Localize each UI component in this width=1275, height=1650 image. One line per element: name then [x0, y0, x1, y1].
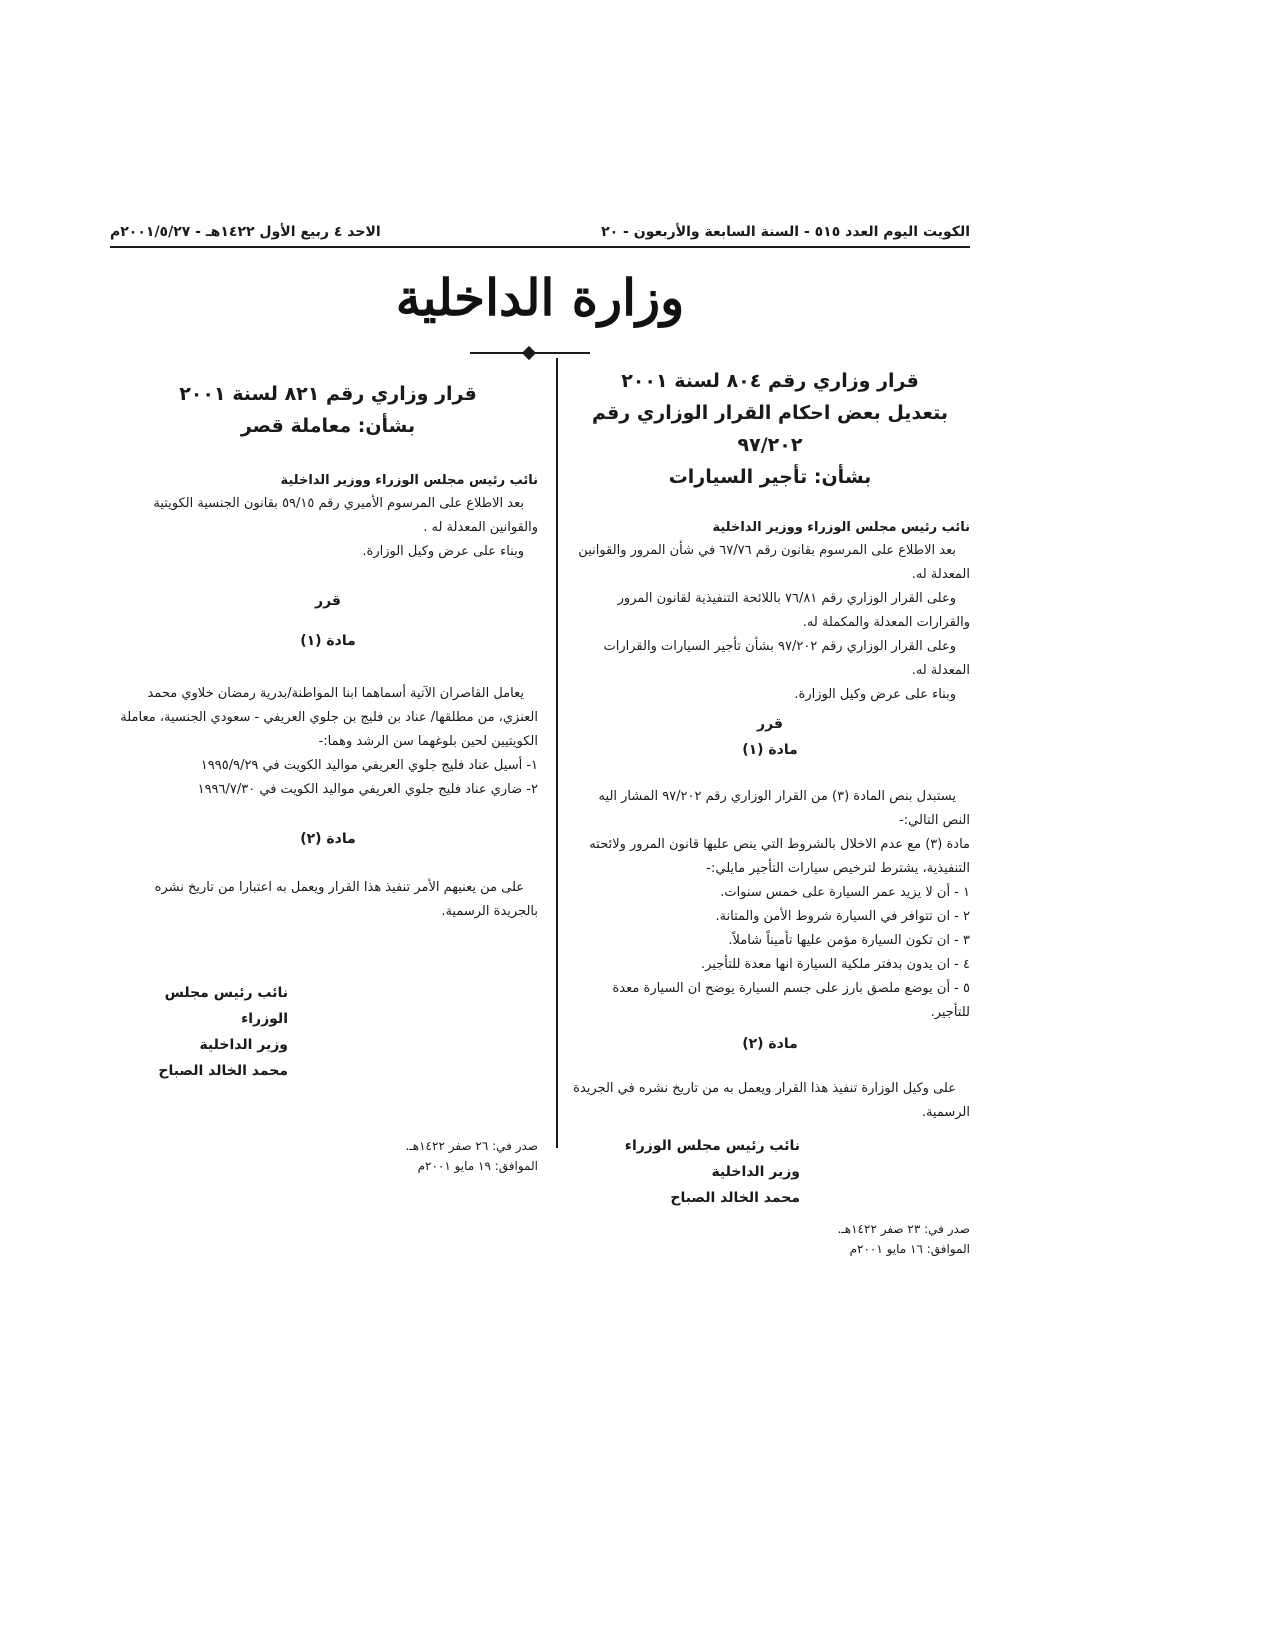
- decided-heading: قرر: [315, 593, 341, 609]
- recital: بعد الاطلاع على المرسوم الأميري رقم ٥٩/١٥ بقانون الجنسية الكويتية والقوانين المعدلة له .: [153, 496, 538, 535]
- decree-subject: بشأن: تأجير السيارات: [668, 466, 872, 488]
- corresponding-date: الموافق: ١٦ مايو ٢٠٠١م: [849, 1242, 970, 1256]
- decree-subtitle: بتعديل بعض احكام القرار الوزاري رقم ٩٧/٢٠٢: [591, 402, 949, 456]
- running-header: [110, 224, 970, 248]
- ministry-masthead: وزارة الداخلية: [395, 268, 685, 327]
- condition-item: ٥ - أن يوضع ملصق بارز على جسم السيارة يوضح ان السيارة معدة للتأجير.: [612, 981, 970, 1020]
- minor-name: ١- أسيل عناد فليج جلوي العريفي مواليد الكويت في ١٩٩٥/٩/٢٩: [200, 758, 538, 773]
- signature-name: محمد الخالد الصباح: [670, 1190, 800, 1206]
- column-divider: [556, 358, 558, 1148]
- article-heading: مادة (٢): [742, 1036, 798, 1052]
- signature-line: وزير الداخلية: [199, 1037, 288, 1053]
- signature-line: نائب رئيس مجلس الوزراء: [164, 985, 288, 1027]
- condition-item: ٢ - ان تتوافر في السيارة شروط الأمن والمتانة.: [715, 909, 970, 924]
- recital: وعلى القرار الوزاري رقم ٩٧/٢٠٢ بشأن تأجير السيارات والقرارات المعدلة له.: [603, 639, 970, 678]
- article-heading: مادة (١): [300, 633, 356, 649]
- issue-dates: [570, 1219, 970, 1259]
- article-text: على من يعنيهم الأمر تنفيذ هذا القرار ويعمل به اعتبارا من تاريخ نشره بالجريدة الرسمية.: [154, 880, 538, 919]
- recital: بعد الاطلاع على المرسوم بقانون رقم ٦٧/٧٦ في شأن المرور والقوانين المعدلة له.: [578, 543, 970, 582]
- issue-date: الاحد ٤ ربيع الأول ١٤٢٢هـ - ٢٠٠١/٥/٢٧م: [110, 224, 381, 240]
- minor-name: ٢- ضاري عناد فليج جلوي العريفي مواليد الكويت في ١٩٩٦/٧/٣٠: [197, 782, 538, 797]
- signature-block: [570, 1133, 800, 1211]
- decree-821: [118, 378, 538, 1176]
- article-text: مادة (٣) مع عدم الاخلال بالشروط التي ينص عليها قانون المرور ولائحته التنفيذية، يشترط لترخيص سيارات التأجير مايلي:-: [589, 837, 970, 876]
- issued-date: صدر في: ٢٦ صفر ١٤٢٢هـ.: [405, 1139, 538, 1153]
- article-text: على وكيل الوزارة تنفيذ هذا القرار ويعمل به من تاريخ نشره في الجريدة الرسمية.: [573, 1081, 970, 1120]
- decree-title: قرار وزاري رقم ٨٢١ لسنة ٢٠٠١: [179, 383, 477, 405]
- signature-line: نائب رئيس مجلس الوزراء: [624, 1138, 800, 1154]
- issue-dates: [118, 1136, 538, 1176]
- article-text: يستبدل بنص المادة (٣) من القرار الوزاري رقم ٩٧/٢٠٢ المشار اليه النص التالي:-: [598, 789, 970, 828]
- issued-date: صدر في: ٢٣ صفر ١٤٢٢هـ.: [837, 1222, 970, 1236]
- signature-name: محمد الخالد الصباح: [158, 1063, 288, 1079]
- recital: وبناء على عرض وكيل الوزارة.: [794, 687, 956, 702]
- decree-subject: بشأن: معاملة قصر: [240, 415, 416, 437]
- decree-title: قرار وزاري رقم ٨٠٤ لسنة ٢٠٠١: [621, 370, 919, 392]
- issuer: نائب رئيس مجلس الوزراء ووزير الداخلية: [280, 473, 538, 488]
- condition-item: ٤ - ان يدون بدفتر ملكية السيارة انها معدة للتأجير.: [701, 957, 970, 972]
- recital: وبناء على عرض وكيل الوزارة.: [362, 544, 524, 559]
- issue-info: الكويت اليوم العدد ٥١٥ - السنة السابعة والأربعون - ٢٠: [601, 224, 970, 240]
- issuer: نائب رئيس مجلس الوزراء ووزير الداخلية: [712, 520, 970, 535]
- masthead-ornament: [522, 346, 536, 360]
- corresponding-date: الموافق: ١٩ مايو ٢٠٠١م: [417, 1159, 538, 1173]
- condition-item: ١ - أن لا يزيد عمر السيارة على خمس سنوات.: [720, 885, 970, 900]
- signature-block: [118, 980, 288, 1084]
- signature-line: وزير الداخلية: [711, 1164, 800, 1180]
- decided-heading: قرر: [757, 716, 783, 732]
- article-text: يعامل القاصران الآتية أسماهما ابنا المواطنة/بدرية رمضان خلاوي محمد العنزي، من مطلقها/ عناد بن فليج بن جلوي العريفي - سعودي الجنسية، معاملة الكويتيين لحين بلوغهما سن الرشد وهما:-: [120, 686, 538, 749]
- decree-804: [570, 365, 970, 1259]
- article-heading: مادة (٢): [300, 831, 356, 847]
- article-heading: مادة (١): [742, 742, 798, 758]
- recital: وعلى القرار الوزاري رقم ٧٦/٨١ باللائحة التنفيذية لقانون المرور والقرارات المعدلة والمكملة له.: [617, 591, 970, 630]
- condition-item: ٣ - ان تكون السيارة مؤمن عليها تأميناً شاملاً.: [728, 933, 970, 948]
